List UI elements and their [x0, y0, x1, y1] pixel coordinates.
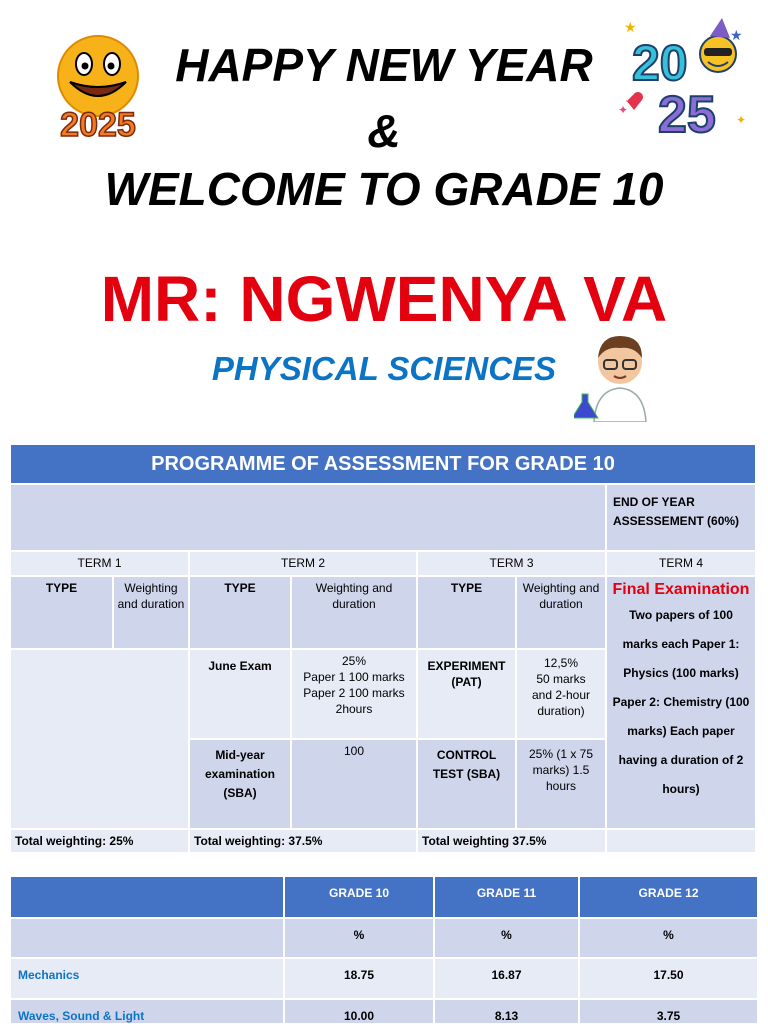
table-cell: %: [434, 918, 579, 958]
type-label: TYPE: [10, 576, 113, 649]
type-label: TYPE: [417, 576, 516, 649]
final-exam-description: Two papers of 100 marks each Paper 1: Physics (100 marks) Paper 2: Chemistry (100 marks) Each paper having a duration of 2 hours): [612, 608, 750, 796]
welcome-line: WELCOME TO GRADE 10: [104, 163, 664, 215]
table-header-cell: GRADE 10: [284, 876, 434, 918]
term2-type: June Exam: [189, 649, 291, 739]
svg-text:✦: ✦: [736, 113, 747, 127]
term3-weight: 12,5% 50 marks and 2-hour duration): [516, 649, 606, 739]
term3-type: EXPERIMENT (PAT): [417, 649, 516, 739]
table-cell: %: [579, 918, 758, 958]
scientist-emoji-icon: [574, 328, 666, 422]
svg-text:★: ★: [624, 19, 637, 35]
term2-type: Mid-year examination (SBA): [189, 739, 291, 829]
table-cell: %: [284, 918, 434, 958]
subject-title: PHYSICAL SCIENCES: [211, 350, 557, 387]
term1-empty-cell: [10, 649, 189, 829]
svg-text:25: 25: [658, 86, 716, 142]
term3-type: CONTROL TEST (SBA): [417, 739, 516, 829]
total-weighting: Total weighting: 37.5%: [189, 829, 417, 853]
smiley-2025-badge-icon: [44, 30, 152, 142]
table-title: PROGRAMME OF ASSESSMENT FOR GRADE 10: [10, 444, 756, 484]
term-header: TERM 3: [417, 551, 606, 576]
final-exam-title: Final Examination: [612, 581, 750, 598]
table-cell: 10.00: [284, 999, 434, 1024]
term-header: TERM 1: [10, 551, 189, 576]
term-header: TERM 2: [189, 551, 417, 576]
svg-text:✦: ✦: [618, 103, 629, 117]
table-cell: 3.75: [579, 999, 758, 1024]
table-row-label: [10, 918, 284, 958]
weighting-label: Weighting and duration: [113, 576, 189, 649]
term2-weight: 100: [291, 739, 417, 829]
type-label: TYPE: [189, 576, 291, 649]
svg-text:20: 20: [632, 35, 688, 91]
table-cell: 18.75: [284, 958, 434, 999]
blank-cell: [10, 484, 606, 551]
svg-text:2025: 2025: [60, 106, 136, 142]
table-cell: 8.13: [434, 999, 579, 1024]
table-cell: 16.87: [434, 958, 579, 999]
topic-weighting-table: [10, 876, 758, 1024]
weighting-label: Weighting and duration: [291, 576, 417, 649]
term3-weight: 25% (1 x 75 marks) 1.5 hours: [516, 739, 606, 829]
end-of-year-label: END OF YEAR ASSESSEMENT (60%): [606, 484, 756, 551]
total-weighting: Total weighting: 25%: [10, 829, 189, 853]
table-row-label: Waves, Sound & Light: [10, 999, 284, 1024]
table-row-label: Mechanics: [10, 958, 284, 999]
table-header-cell: GRADE 11: [434, 876, 579, 918]
total-weighting: Total weighting 37.5%: [417, 829, 606, 853]
term2-weight: 25% Paper 1 100 marks Paper 2 100 marks 2hours: [291, 649, 417, 739]
ampersand: &: [367, 105, 401, 157]
table-cell: 17.50: [579, 958, 758, 999]
term-header: TERM 4: [606, 551, 756, 576]
final-exam-cell: [606, 576, 756, 829]
assessment-programme-table: [10, 444, 756, 853]
party-2025-badge-icon: [612, 14, 752, 142]
total-weighting: [606, 829, 756, 853]
teacher-name: MR: NGWENYA VA: [100, 263, 668, 335]
table-header-cell: GRADE 12: [579, 876, 758, 918]
weighting-label: Weighting and duration: [516, 576, 606, 649]
svg-text:★: ★: [730, 27, 743, 43]
greeting-line: HAPPY NEW YEAR: [175, 39, 593, 91]
table-header-cell: [10, 876, 284, 918]
